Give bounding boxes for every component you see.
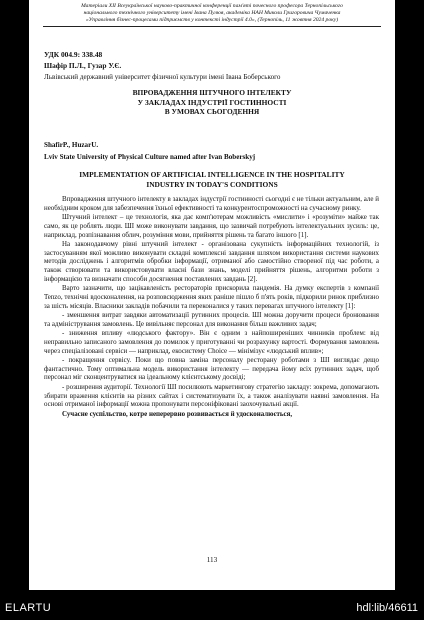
- paragraph: Сучасне суспільство, котре неперервно розвивається й удосконалюється,: [62, 409, 293, 418]
- repository-label: ELARTU: [5, 602, 52, 614]
- title-line: IMPLEMENTATION OF ARTIFICIAL INTELLIGENCE IN THE HOSPITALITY: [79, 170, 345, 179]
- paragraph: Варто зазначити, що зацікавленість рестораторів прискорила пандемія. На думку експертів з компанії Tenzo, технічні вдосконалення, на розповсюдження яких раніше пішло б п'ять років, підкорили ринок приблизно за шість місяців. Власники закладів побачили та переконалися у таких перевагах штучного інтелекту [1]:: [44, 284, 379, 310]
- udk-code: УДК 004.9: 338.48: [44, 50, 103, 59]
- title-line: В УМОВАХ СЬОГОДЕННЯ: [164, 107, 260, 117]
- list-item: - розширення аудиторії. Технології ШІ посилюють маркетингову стратегію закладу: зокрема, допомагають збирати враження клієнтів на різних сайтах і систематизувати їх, а також аналізувати наявні замовлення. На основі отриманої інформації можна пропонувати персоніфіковані заохочувальні акції.: [44, 383, 379, 409]
- list-item: - зменшення витрат завдяки автоматизації рутинних процесів. ШІ можна доручити процеси бронювання та адміністрування замовлень. Це вивільняє персонал для виконання більш важливих задач;: [44, 311, 379, 328]
- title-line: INDUSTRY IN TODAY'S CONDITIONS: [146, 180, 278, 189]
- list-item: - покращення сервісу. Поки що повна заміна персоналу ресторану роботами з ШІ виглядає дещо фантастично. Тому оптимальна модель використання інтелекту — передача йому всіх рутинних задач, щоб персонал міг сконцентруватися на ідеальному клієнтському досвіді;: [44, 356, 379, 382]
- authors-en: ShafirP., HuzarU.: [44, 141, 99, 149]
- title-ua: [29, 88, 395, 117]
- title-line: ВПРОВАДЖЕННЯ ШТУЧНОГО ІНТЕЛЕКТУ: [132, 88, 292, 97]
- document-page: [29, 0, 395, 590]
- authors-ua: Шафір П.Л., Гузар У.Є.: [44, 61, 122, 70]
- article-body: [44, 195, 379, 419]
- header-line: національного технічного університету імені Івана Пулюя, академіка НАН Миколи Григоровича Чумаченка: [83, 10, 341, 16]
- handle-label: hdl:lib/46611: [356, 602, 418, 614]
- paragraph: На законодавчому рівні штучний інтелект - організована сукупність інформаційних технологій, із застосуванням якої можливо виконувати складні комплексні завдання шляхом використання системи наукових методів досліджень і алгоритмів обробки інформації, отриманої або самостійно створеної під час роботи, а також створювати та використовувати власні бази знань, моделі прийняття рішень, алгоритми роботи з інформацією та визначати способи досягнення поставлених завдань [2].: [44, 240, 379, 283]
- affiliation-en: Lviv State University of Physical Culture named after Ivan Boberskyj: [44, 153, 256, 161]
- page-number: 113: [206, 556, 218, 564]
- conference-header: [43, 3, 381, 27]
- list-item: - зниження впливу «людського фактору». Він є одним з найпоширеніших чинників проблем: від неправильно записаного замовлення до помилок у приготуванні чи розрахунку вартості. Формування замовлень через спеціалізовані сервіси — наприклад, екосистему Choice — мінімізує «людський вплив»;: [44, 329, 379, 355]
- header-line: Матеріали XII Всеукраїнської науково-практичної конференції пам'яті почесного професора Тернопільського: [81, 3, 343, 9]
- title-line: У ЗАКЛАДАХ ІНДУСТРІЇ ГОСТИННОСТІ: [137, 97, 287, 107]
- header-line: «Управління бізнес-процесами підприємств у контексті індустрії 4.0», (Тернопіль, 11 жовтня 2024 року): [85, 17, 339, 23]
- paragraph: Штучний інтелект – це технологія, яка дає комп'ютерам можливість «мислити» і «розуміти» майже так само, як це роблять люди. ШІ може виконувати завдання, що зазвичай потребують інтелектуальних зусиль: це, наприклад, розпізнавання облич, розуміння мови, прийняття рішень та багато іншого [1].: [44, 213, 379, 239]
- title-en: [29, 170, 395, 190]
- paragraph: Впровадження штучного інтелекту в закладах індустрії гостинності сьогодні є не тільки актуальним, але й необхідним кроком для забезпечення їхньої ефективності та конкурентоспроможності на сучасному ринку.: [44, 195, 379, 212]
- affiliation-ua: Львівський державний університет фізичної культури імені Івана Боберського: [44, 73, 281, 81]
